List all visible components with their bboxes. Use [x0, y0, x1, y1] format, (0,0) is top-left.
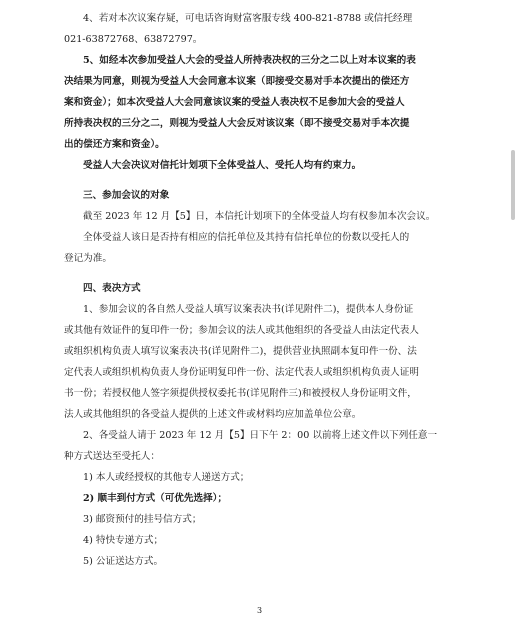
text-line: 全体受益人该日是否持有相应的信托单位及其持有信托单位的份数以受托人的	[83, 232, 410, 243]
spacer	[64, 269, 477, 278]
section-3-paragraph-2	[64, 227, 477, 269]
binding-clause: 受益人大会决议对信托计划项下全体受益人、受托人均有约束力。	[83, 160, 362, 171]
section-3-title: 三、参加会议的对象	[83, 190, 170, 201]
page-number: 3	[256, 606, 263, 615]
text-line: 或其他有效证件的复印件一份；参加会议的法人或其他组织的各受益人由法定代表人	[64, 325, 419, 336]
text-line: 书一份；若授权他人签字须提供授权委托书(详见附件三)和被授权人身份证明文件，	[64, 388, 417, 399]
text-line: 2、各受益人请于 2023 年 12 月【5】日下午 2：00 以前将上述文件以下列任意一	[83, 430, 438, 441]
list-item: 4) 特快专递方式；	[83, 535, 164, 546]
paragraph-4	[64, 8, 477, 50]
spacer	[64, 176, 477, 185]
delivery-methods-list	[64, 467, 477, 572]
scrollbar[interactable]	[511, 150, 515, 220]
section-4-title: 四、表决方式	[83, 283, 141, 294]
text-line: 021-63872768、63872797。	[64, 34, 203, 45]
text-line: 出的偿还方案和资金）。	[64, 139, 165, 150]
section-3-paragraph-1: 截至 2023 年 12 月【5】日，本信托计划项下的全体受益人均有权参加本次会议。	[83, 211, 436, 222]
text-line: 决结果为同意，则视为受益人大会同意本议案（即接受交易对手本次提出的偿还方	[64, 76, 410, 87]
list-item: 5) 公证送达方式。	[83, 556, 164, 567]
list-item: 3) 邮资预付的挂号信方式；	[83, 514, 202, 525]
text-line: 定代表人或组织机构负责人身份证明复印件一份、法定代表人或组织机构负责人证明	[64, 367, 419, 378]
text-line: 4、若对本次议案存疑，可电话咨询财富客服专线 400-821-8788 或信托经理	[83, 13, 413, 24]
section-4-paragraph-1	[64, 299, 477, 425]
text-line: 案和资金）；如本次受益人大会同意该议案的受益人表决权不足参加大会的受益人	[64, 97, 405, 108]
paragraph-5	[64, 50, 477, 176]
text-line: 或组织机构负责人填写议案表决书(详见附件二)，提供营业执照副本复印件一份、法	[64, 346, 417, 357]
text-line: 法人或其他组织的各受益人提供的上述文件或材料均应加盖单位公章。	[64, 409, 362, 420]
text-line: 所持表决权的三分之二，则视为受益人大会反对该议案（即不接受交易对手本次提	[64, 118, 410, 129]
text-line: 1、参加会议的各自然人受益人填写议案表决书(详见附件二)，提供本人身份证	[83, 304, 414, 315]
text-line: 登记为准。	[64, 253, 112, 264]
section-4-paragraph-2	[64, 425, 477, 467]
list-item: 1) 本人或经授权的其他专人递送方式；	[83, 472, 250, 483]
text-line: 5、如经本次参加受益人大会的受益人所持表决权的三分之二以上对本议案的表	[83, 55, 416, 66]
list-item: 2) 顺丰到付方式（可优先选择）；	[83, 493, 228, 504]
text-line: 种方式送达至受托人：	[64, 451, 160, 462]
